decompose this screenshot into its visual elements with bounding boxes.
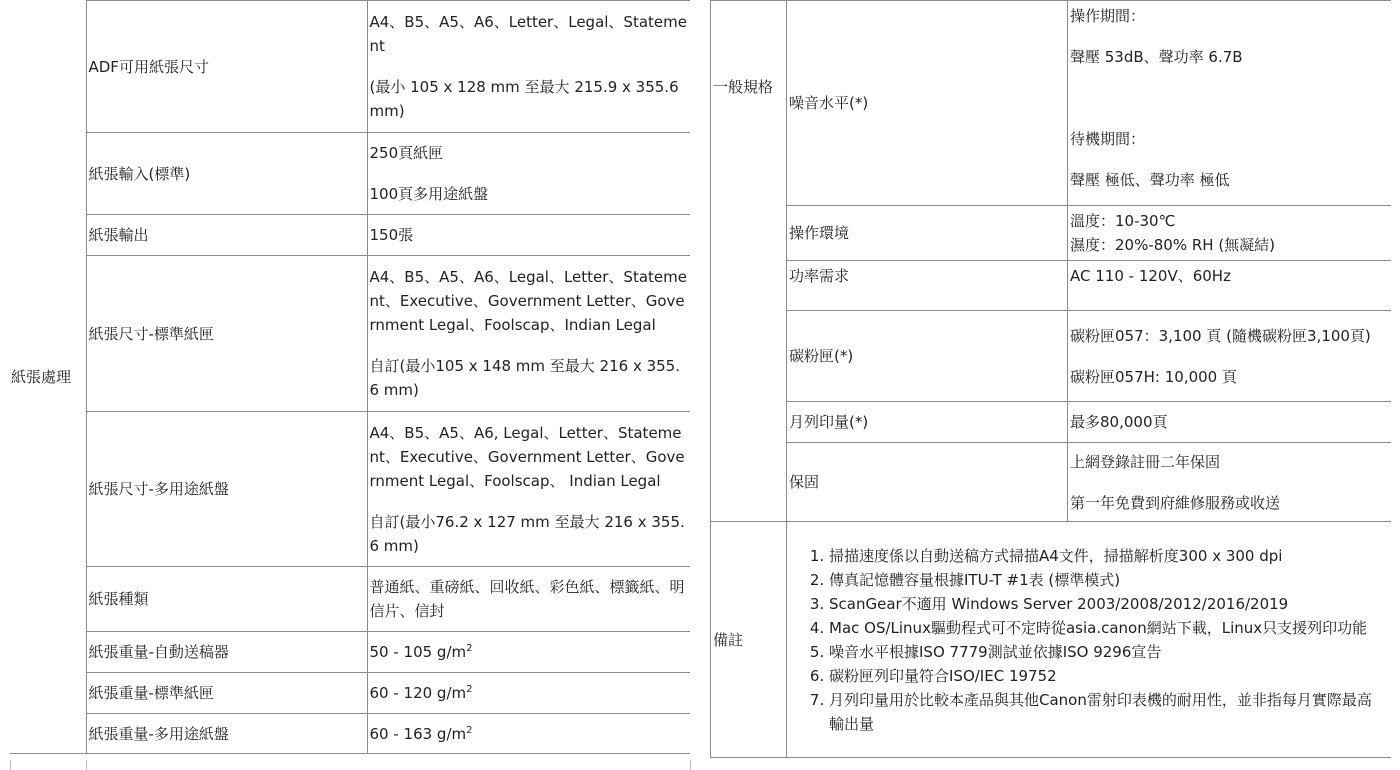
note-item: 1. 掃描速度係以自動送稿方式掃描A4文件，掃描解析度300 x 300 dpi: [829, 544, 1383, 568]
table-row: [711, 443, 1391, 522]
spec-value-line: 100頁多用途紙盤: [369, 185, 489, 203]
spec-value: [1068, 311, 1391, 402]
spec-label: 紙張輸出: [86, 215, 367, 256]
spec-value-line: 250頁紙匣: [369, 144, 444, 162]
spec-value-line: (最小 105 x 128 mm 至最大 215.9 x 355.6 mm): [369, 78, 679, 120]
spec-value-line: A4、B5、A5、A6、Letter、Legal、Statement: [369, 13, 687, 55]
spec-value: [367, 632, 690, 673]
table-row: [10, 567, 690, 632]
note-item: 5. 噪音水平根據ISO 7779測試並依據ISO 9296宣告: [829, 640, 1383, 664]
spec-label: 月列印量(*): [787, 402, 1068, 443]
spec-label: 紙張重量-自動送稿器: [86, 632, 367, 673]
spec-label: 噪音水平(*): [787, 1, 1068, 206]
spec-value-line: 上網登錄註冊二年保固: [1070, 452, 1221, 471]
spec-value-line: 碳粉匣057：3,100 頁 (隨機碳粉匣3,100頁): [1070, 326, 1371, 345]
spec-label: 紙張種類: [86, 567, 367, 632]
table-row: [711, 206, 1391, 261]
category-label: 一般規格: [713, 78, 774, 96]
table-row: [10, 673, 690, 714]
spec-value: [367, 133, 690, 215]
divider: [10, 760, 11, 770]
notes-cell: [787, 522, 1391, 758]
spec-value-line: 濕度：20%-80% RH (無凝結): [1070, 236, 1276, 254]
table-row: [711, 311, 1391, 402]
superscript-unit: 2: [466, 643, 473, 654]
next-table-edge: [0, 760, 1400, 770]
category-cell: [711, 1, 787, 522]
spec-label: 紙張重量-標準紙匣: [86, 673, 367, 714]
weight-value: 60 - 163 g/m: [369, 724, 467, 743]
note-item: 6. 碳粉匣列印量符合ISO/IEC 19752: [829, 664, 1383, 688]
paper-handling-spec-table: [10, 0, 690, 754]
spec-value: [367, 256, 690, 412]
spec-value-line: A4、B5、A5、A6、Legal、Letter、Statement、Executive、Government Letter、Government Legal、Foolscap、Indian Legal: [369, 268, 687, 334]
note-item: 3. ScanGear不適用 Windows Server 2003/2008/2012/2016/2019: [829, 592, 1383, 616]
spec-value-line: 碳粉匣057H: 10,000 頁: [1070, 367, 1237, 386]
spec-value: [367, 1, 690, 133]
spec-value: 普通紙、重磅紙、回收紙、彩色紙、標籤紙、明信片、信封: [367, 567, 690, 632]
spec-value: [1068, 206, 1391, 261]
spec-value: 150張: [367, 215, 690, 256]
spec-label: 碳粉匣(*): [787, 311, 1068, 402]
table-row: [711, 402, 1391, 443]
weight-value: 60 - 120 g/m: [369, 684, 467, 702]
notes-list: [789, 544, 1389, 736]
spec-value-line: 聲壓 極低、聲功率 極低: [1070, 171, 1230, 189]
note-item: 4. Mac OS/Linux驅動程式可不定時從asia.canon網站下載，Linux只支援列印功能: [829, 616, 1383, 640]
divider: [690, 760, 691, 770]
spec-value: [367, 673, 690, 714]
spec-value: AC 110 - 120V、60Hz: [1068, 261, 1391, 311]
table-row: [10, 632, 690, 673]
spec-value-line: 待機期間：: [1070, 130, 1146, 148]
spec-value: [1068, 1, 1391, 206]
note-item: 7. 月列印量用於比較本產品與其他Canon雷射印表機的耐用性，並非指每月實際最高輸出量: [829, 688, 1383, 736]
spec-value: [367, 714, 690, 754]
table-row: [10, 215, 690, 256]
spec-label: 保固: [787, 443, 1068, 522]
spec-label: 紙張重量-多用途紙盤: [86, 714, 367, 754]
table-row: [10, 1, 690, 133]
spec-label: 功率需求: [787, 261, 1068, 311]
spec-label: 操作環境: [787, 206, 1068, 261]
table-row: [711, 261, 1391, 311]
weight-value: 50 - 105 g/m: [369, 643, 467, 661]
superscript-unit: 2: [466, 684, 473, 695]
spec-value-line: A4、B5、A5、A6, Legal、Letter、Statement、Executive、Government Letter、Government Legal、Foolscap、 Indian Legal: [369, 423, 685, 490]
table-row: [10, 133, 690, 215]
spec-label: 紙張尺寸-多用途紙盤: [86, 412, 367, 567]
table-row: [711, 1, 1391, 206]
spec-value-line: 自訂(最小76.2 x 127 mm 至最大 216 x 355.6 mm): [369, 512, 685, 555]
spec-value: 最多80,000頁: [1068, 402, 1391, 443]
table-row: [10, 256, 690, 412]
spec-value: [367, 412, 690, 567]
divider: [86, 760, 87, 770]
note-item: 2. 傳真記憶體容量根據ITU-T #1表 (標準模式): [829, 568, 1383, 592]
spec-label: ADF可用紙張尺寸: [86, 1, 367, 133]
table-row: [711, 522, 1391, 758]
category-cell: 紙張處理: [10, 1, 86, 754]
spec-label: 紙張尺寸-標準紙匣: [86, 256, 367, 412]
spec-value-line: 自訂(最小105 x 148 mm 至最大 216 x 355.6 mm): [369, 357, 680, 399]
spec-value-line: 聲壓 53dB、聲功率 6.7B: [1070, 48, 1243, 66]
spec-value-line: 溫度：10-30℃: [1070, 212, 1176, 230]
superscript-unit: 2: [466, 724, 473, 736]
spec-label: 紙張輸入(標準): [86, 133, 367, 215]
spec-value-line: 第一年免費到府維修服務或收送: [1070, 493, 1281, 512]
spec-value: [1068, 443, 1391, 522]
general-spec-table: [710, 0, 1391, 758]
notes-label: 備註: [711, 522, 787, 758]
table-row: [10, 412, 690, 567]
spec-value-line: 操作期間：: [1070, 7, 1146, 25]
table-row: [10, 714, 690, 754]
